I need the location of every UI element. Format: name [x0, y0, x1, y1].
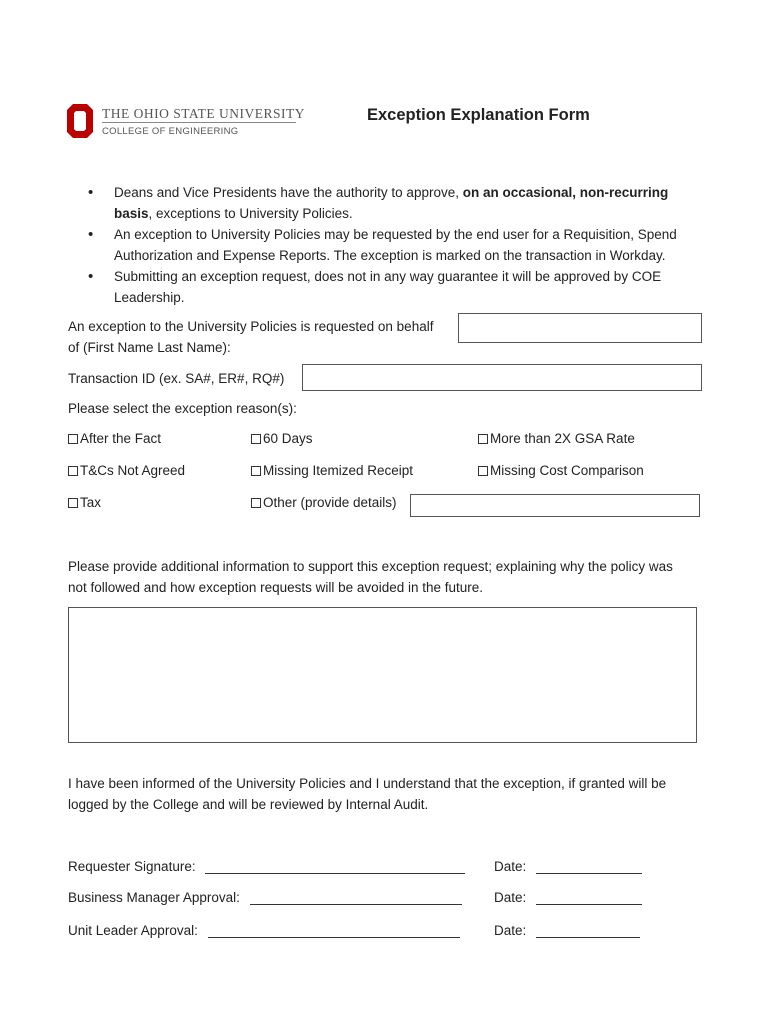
- reasons-prompt: Please select the exception reason(s):: [68, 401, 297, 416]
- business-manager-label: Business Manager Approval:: [68, 890, 240, 905]
- checkbox-icon[interactable]: [251, 466, 261, 476]
- transaction-id-input[interactable]: [302, 364, 702, 391]
- business-manager-date-row: [494, 890, 642, 905]
- date-label: Date:: [494, 923, 527, 938]
- bullet-item: • Submitting an exception request, does not in any way guarantee it will be approved by COE Leadership.: [88, 266, 698, 308]
- unit-leader-label: Unit Leader Approval:: [68, 923, 198, 938]
- date-label: Date:: [494, 859, 527, 874]
- additional-info-prompt-line1: Please provide additional information to support this exception request; explaining why the policy was: [68, 559, 673, 574]
- requester-signature-label: Requester Signature:: [68, 859, 196, 874]
- reason-tcs-not-agreed[interactable]: T&Cs Not Agreed: [68, 463, 185, 478]
- unit-leader-signature-line[interactable]: [208, 923, 460, 938]
- requester-date-row: [494, 859, 642, 874]
- reason-gsa-rate[interactable]: More than 2X GSA Rate: [478, 431, 635, 446]
- checkbox-icon[interactable]: [478, 434, 488, 444]
- on-behalf-label-line2: of (First Name Last Name):: [68, 340, 231, 355]
- requester-signature-line[interactable]: [205, 859, 465, 874]
- on-behalf-label-line1: An exception to the University Policies is requested on behalf: [68, 319, 434, 334]
- business-manager-date-line[interactable]: [536, 890, 642, 905]
- college-name: COLLEGE OF ENGINEERING: [102, 126, 239, 137]
- bullet-item: • Deans and Vice Presidents have the authority to approve, on an occasional, non-recurring basis, exceptions to University Policies.: [88, 182, 698, 224]
- checkbox-icon[interactable]: [478, 466, 488, 476]
- reason-after-the-fact[interactable]: After the Fact: [68, 431, 161, 446]
- checkbox-icon[interactable]: [68, 466, 78, 476]
- reason-missing-cost-comparison[interactable]: Missing Cost Comparison: [478, 463, 644, 478]
- business-manager-row: [68, 890, 462, 905]
- other-details-input[interactable]: [410, 494, 700, 517]
- bullet-item: • An exception to University Policies may be requested by the end user for a Requisition, Spend Authorization and Expense Reports. The exception is marked on the transaction in Workday.: [88, 224, 698, 266]
- osu-block-o-logo: [67, 104, 93, 138]
- reason-missing-receipt[interactable]: Missing Itemized Receipt: [251, 463, 413, 478]
- reason-tax[interactable]: Tax: [68, 495, 101, 510]
- requester-date-line[interactable]: [536, 859, 642, 874]
- transaction-id-label: Transaction ID (ex. SA#, ER#, RQ#): [68, 371, 285, 386]
- acknowledgement-line1: I have been informed of the University Policies and I understand that the exception, if granted will be: [68, 776, 667, 791]
- policy-bullets: [88, 182, 698, 308]
- additional-info-prompt-line2: not followed and how exception requests will be avoided in the future.: [68, 580, 484, 595]
- checkbox-icon[interactable]: [251, 434, 261, 444]
- university-name: THE OHIO STATE UNIVERSITY: [102, 106, 306, 121]
- date-label: Date:: [494, 890, 527, 905]
- logo-divider: [102, 122, 296, 123]
- unit-leader-row: [68, 923, 460, 938]
- checkbox-icon[interactable]: [68, 498, 78, 508]
- acknowledgement-line2: logged by the College and will be reviewed by Internal Audit.: [68, 797, 429, 812]
- checkbox-icon[interactable]: [251, 498, 261, 508]
- additional-info-textarea[interactable]: [68, 607, 697, 743]
- business-manager-signature-line[interactable]: [250, 890, 462, 905]
- reason-other[interactable]: Other (provide details): [251, 495, 397, 510]
- unit-leader-date-row: [494, 923, 640, 938]
- reason-60-days[interactable]: 60 Days: [251, 431, 313, 446]
- unit-leader-date-line[interactable]: [536, 923, 640, 938]
- requester-signature-row: [68, 859, 465, 874]
- form-title: Exception Explanation Form: [367, 106, 590, 124]
- on-behalf-name-input[interactable]: [458, 313, 702, 343]
- checkbox-icon[interactable]: [68, 434, 78, 444]
